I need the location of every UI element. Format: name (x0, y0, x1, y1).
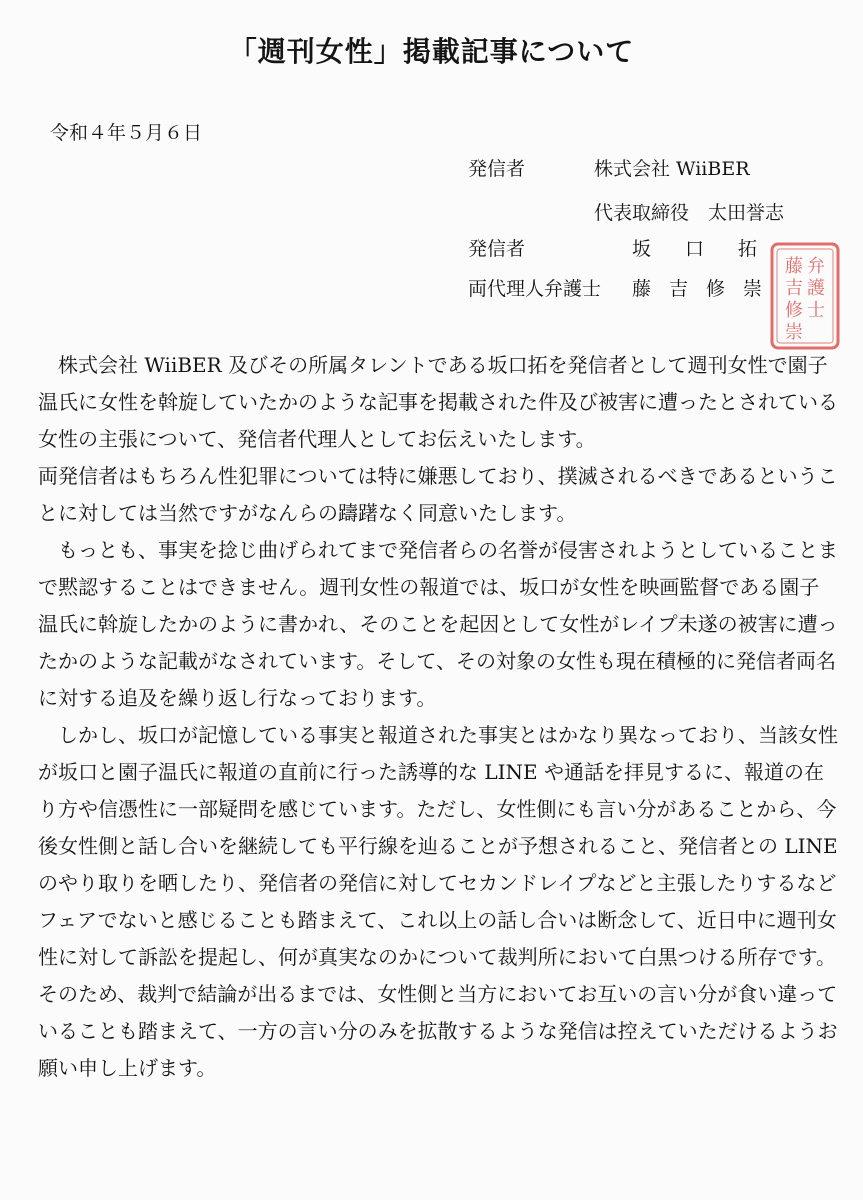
svg-text:護: 護 (807, 278, 825, 299)
svg-text:崇: 崇 (785, 322, 803, 343)
document-title: 「週刊女性」掲載記事について (228, 35, 635, 68)
paragraph-2: 両発信者はもちろん性犯罪については特に嫌悪しており、撲滅されるべきであるということに対しては当然ですがなんらの躊躇なく同意いたします。 (38, 464, 838, 525)
svg-text:士: 士 (807, 300, 825, 321)
sender-block (0, 150, 863, 350)
attorney-role: 両代理人弁護士 (468, 278, 602, 300)
svg-text:修: 修 (785, 300, 803, 321)
svg-text:藤: 藤 (785, 256, 803, 277)
svg-text:弁: 弁 (807, 256, 825, 277)
document-date: 令和４年５月６日 (50, 122, 203, 144)
attorney-seal-stamp (768, 240, 842, 352)
sender-name-2: 坂口拓 (632, 238, 792, 260)
sender-name-1-representative: 代表取締役 太田誉志 (594, 202, 785, 224)
paragraph-4: しかし、坂口が記憶している事実と報道された事実とはかなり異なっており、当該女性が坂口と園子温氏に報道の直前に行った誘導的な LINE や通話を拝見するに、報道の在り方や信憑性に一部疑問を感じています。ただし、女性側にも言い分があることから、今後女性側と話し合いを継続しても平行線を辿ることが予想されること、発信者との LINE のやり取りを晒したり、発信者の発信に対してセカンドレイプなどと主張したりするなどフェアでないと感じることも踏まえて、これ以上の話し合いは断念して、近日中に週刊女性に対して訴訟を提起し、何が真実なのかについて裁判所において白黒つける所存です。そのため、裁判で結論が出るまでは、女性側と当方においてお互いの言い分が食い違っていることも踏まえて、一方の言い分のみを拡散するような発信は控えていただけるようお願い申し上げます。 (38, 723, 838, 1080)
svg-text:吉: 吉 (785, 278, 803, 299)
attorney-name: 藤吉修崇 (632, 278, 781, 300)
paragraph-3: もっとも、事実を捻じ曲げられてまで発信者らの名誉が侵害されようとしていることまで黙認することはできません。週刊女性の報道では、坂口が女性を映画監督である園子温氏に斡旋したかのように書かれ、そのことを起因として女性がレイプ未遂の被害に遭ったかのような記載がなされています。そして、その対象の女性も現在積極的に発信者両名に対する追及を繰り返し行なっております。 (38, 538, 838, 710)
sender-role-1: 発信者 (468, 158, 526, 180)
statement-body (38, 347, 838, 1087)
sender-name-1: 株式会社 WiiBER (594, 158, 750, 180)
paragraph-1: 株式会社 WiiBER 及びその所属タレントである坂口拓を発信者として週刊女性で園子温氏に女性を斡旋していたかのような記事を掲載された件及び被害に遭ったとされている女性の主張について、発信者代理人としてお伝えいたします。 (38, 353, 838, 451)
sender-role-2: 発信者 (468, 238, 526, 260)
